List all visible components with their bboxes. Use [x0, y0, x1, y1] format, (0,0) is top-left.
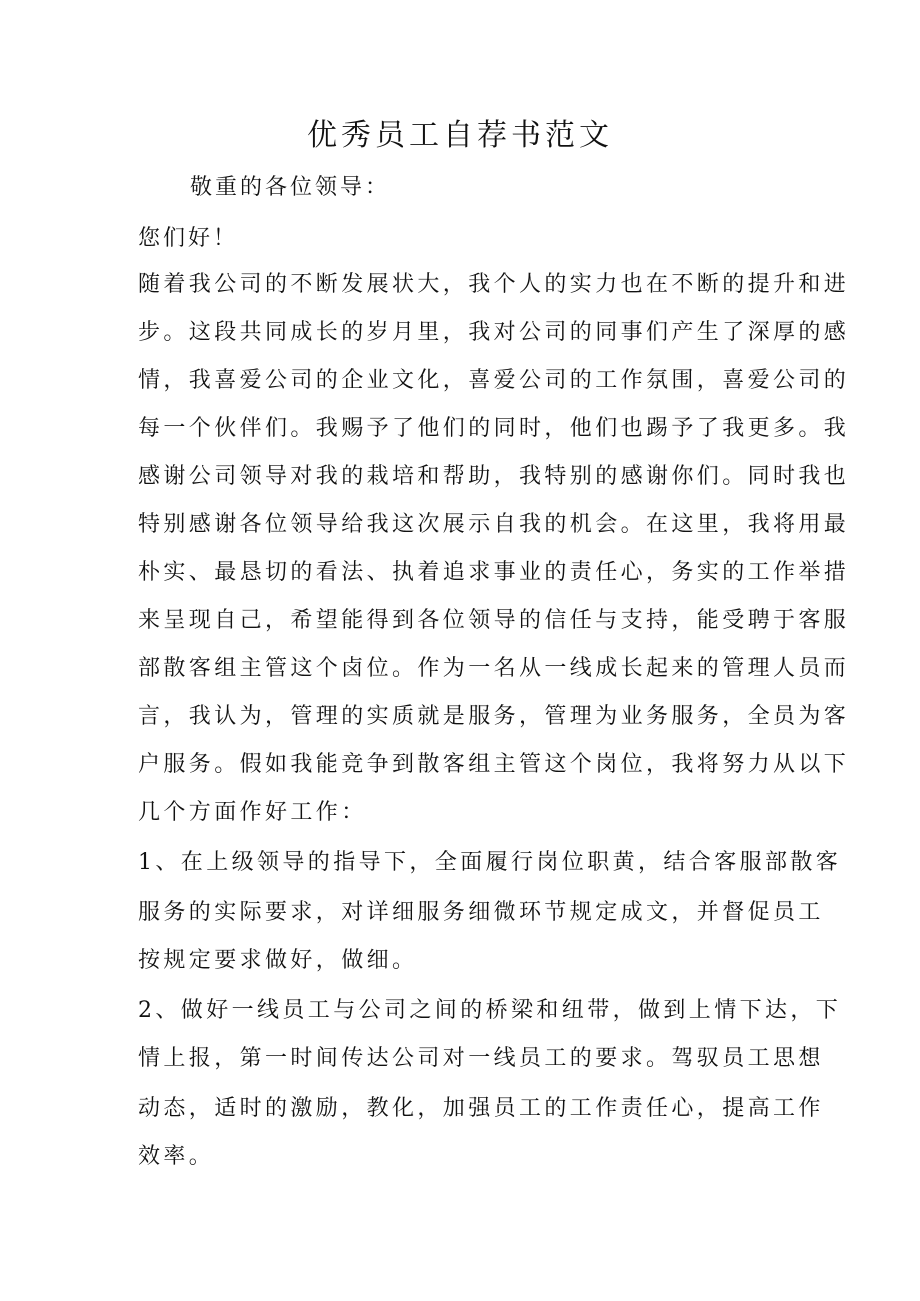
paragraph-line: 情，我喜爱公司的企业文化，喜爱公司的工作氛围，喜爱公司的	[138, 368, 850, 393]
paragraph-line: 特别感谢各位领导给我这次展示自我的机会。在这里，我将用最	[138, 512, 850, 537]
list-item-line: 情上报，第一时间传达公司对一线员工的要求。驾驭员工思想	[138, 1046, 824, 1071]
paragraph-line: 来呈现自己，希望能得到各位领导的信任与支持，能受聘于客服	[138, 608, 850, 633]
list-item-line: 按规定要求做好，做细。	[138, 948, 418, 973]
list-item-line: 效率。	[138, 1144, 215, 1169]
list-item-line: 1、在上级领导的指导下，全面履行岗位职黄，结合客服部散客	[138, 850, 842, 875]
paragraph-line: 感谢公司领导对我的栽培和帮助，我特别的感谢你们。同时我也	[138, 464, 850, 489]
list-item-line: 动态，适时的激励，教化，加强员工的工作责任心，提高工作	[138, 1096, 824, 1121]
salutation: 敬重的各位领导：	[190, 175, 391, 200]
paragraph-line: 随着我公司的不断发展状大，我个人的实力也在不断的提升和进	[138, 272, 850, 297]
greeting: 您们好！	[138, 226, 239, 251]
paragraph-line: 每一个伙伴们。我赐予了他们的同时，他们也踢予了我更多。我	[138, 416, 850, 441]
paragraph-line: 言，我认为，管理的实质就是服务，管理为业务服务，全员为客	[138, 704, 850, 729]
paragraph-line: 部散客组主管这个卤位。作为一名从一线成长起来的管理人员而	[138, 656, 850, 681]
document-title: 优秀员工自荐书范文	[307, 118, 613, 153]
paragraph-line: 户服务。假如我能竞争到散客组主管这个岗位，我将努力从以下	[138, 752, 850, 777]
paragraph-line: 朴实、最恳切的看法、执着追求事业的责任心，务实的工作举措	[138, 560, 850, 585]
paragraph-line: 几个方面作好工作：	[138, 800, 367, 825]
list-item-line: 服务的实际要求，对详细服务细微环节规定成文，并督促员工	[138, 900, 824, 925]
list-item-line: 2、做好一线员工与公司之间的桥梁和纽带，做到上情下达，下	[138, 998, 842, 1023]
paragraph-line: 步。这段共同成长的岁月里，我对公司的同事们产生了深厚的感	[138, 320, 850, 345]
